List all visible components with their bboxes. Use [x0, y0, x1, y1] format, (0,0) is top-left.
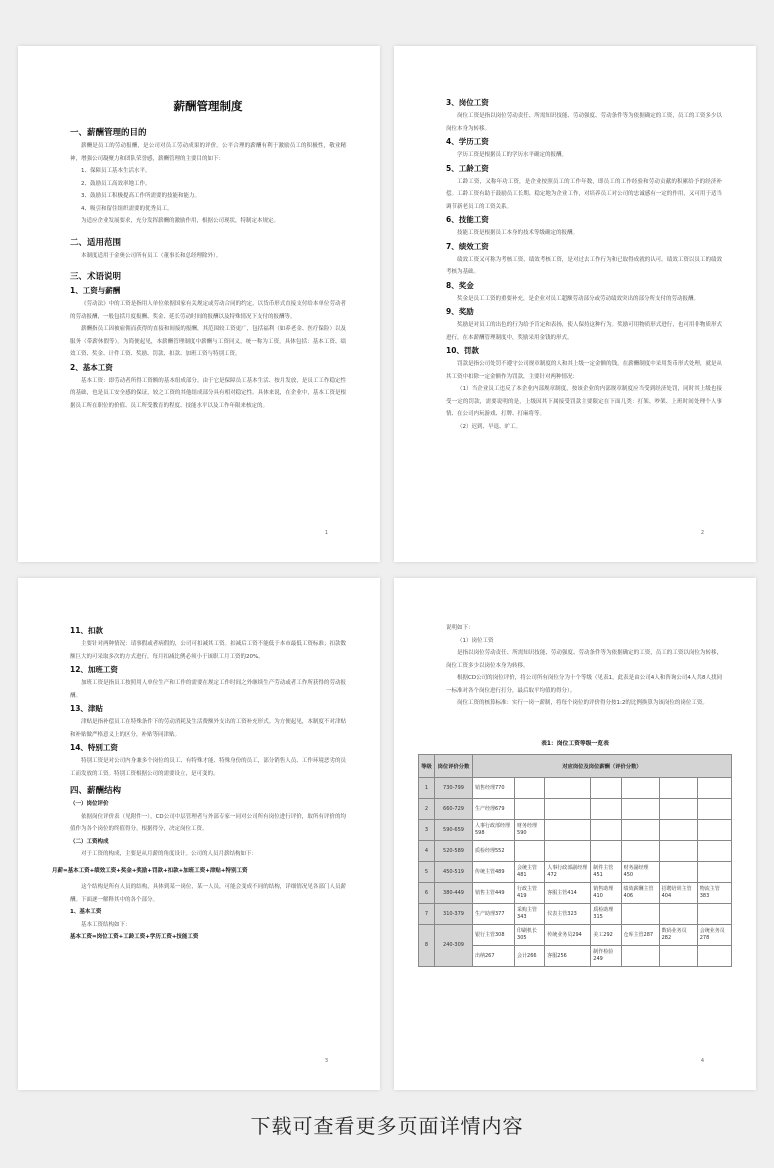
position-cell: 财务经理590 — [515, 820, 545, 841]
base-salary-formula: 基本工资=岗位工资+工龄工资+学历工资+技能工资 — [70, 934, 199, 940]
subsection-heading: 5、工龄工资 — [446, 163, 489, 173]
grade-level: 3 — [419, 820, 435, 841]
paragraph: 岗位工资是指以岗位劳动责任、所需知识技能、劳动强度、劳动条件等为依据确定的工资，员工的工资多少以岗位本身为转移。 — [446, 113, 722, 132]
position-cell: 传统业务员294 — [545, 925, 591, 946]
paragraph: 加班工资是指员工按照用人单位生产和工作的需要在规定工作时间之外继续生产劳动或者工作所获得的劳动报酬。 — [70, 680, 346, 699]
paragraph: 是指以岗位劳动责任、所需知识技能、劳动强度、劳动条件等为依据确定的工资，员工的工资以岗位为转移，岗位工资多少以岗位本身为转移。 — [446, 650, 722, 669]
position-cell — [515, 841, 545, 862]
list-item: 2、鼓励员工高效率地工作。 — [81, 180, 151, 187]
position-cell: 美工292 — [591, 925, 621, 946]
table-row — [419, 799, 732, 820]
grade-level: 7 — [419, 904, 435, 925]
score-range: 520-589 — [435, 841, 473, 862]
paragraph: 学历工资是根据员工的学历水平确定的报酬。 — [457, 152, 568, 158]
table-caption: 表1：岗位工资等级一览表 — [541, 741, 609, 747]
score-range: 590-659 — [435, 820, 473, 841]
position-cell — [659, 904, 697, 925]
table-row — [419, 925, 732, 946]
download-more-caption: 下载可查看更多页面详情内容 — [250, 1114, 524, 1138]
position-cell — [621, 904, 659, 925]
score-range: 730-799 — [435, 778, 473, 799]
position-cell: 招聘培训主管404 — [659, 883, 697, 904]
subsection-heading: 3、岗位工资 — [446, 98, 489, 107]
position-cell: 客服主管414 — [545, 883, 591, 904]
minor-heading: （1）岗位工资 — [457, 637, 494, 644]
position-cell — [697, 946, 731, 967]
paragraph: 奖励是对员工的出色的行为给予肯定和表扬，使人保持这种行为。奖励可用物质形式进行，也可用非物质形式进行，在本薪酬管理制度中，奖励采用金钱的形式。 — [446, 322, 722, 341]
position-cell — [545, 841, 591, 862]
position-cell — [621, 841, 659, 862]
section-heading: 二、适用范围 — [70, 237, 122, 248]
position-cell — [591, 841, 621, 862]
subsection-heading: 1、工资与薪酬 — [70, 286, 121, 295]
subsection-heading: 11、扣款 — [70, 626, 103, 635]
subsection-heading: 6、技能工资 — [446, 215, 489, 224]
section-heading: 四、薪酬结构 — [70, 786, 122, 796]
position-cell: 销售主管449 — [473, 883, 515, 904]
paragraph: 这个结构是所有人员的结构，具体到某一岗位，某一人员，可能会变成不同的结构，详细情况见各部门人员薪酬。下面逐一解释其中的各个部分。 — [70, 884, 346, 903]
position-cell — [621, 778, 659, 799]
subsection-heading: 13、津贴 — [70, 704, 103, 713]
position-cell — [591, 820, 621, 841]
subsection-heading: 2、基本工资 — [70, 362, 113, 372]
position-cell: 会统业务员278 — [697, 925, 731, 946]
grade-level: 1 — [419, 778, 435, 799]
page-number: 1 — [324, 530, 328, 536]
position-cell — [515, 799, 545, 820]
table-row — [419, 862, 732, 883]
document-title: 薪酬管理制度 — [173, 99, 243, 113]
position-cell: 仪表主管323 — [545, 904, 591, 925]
position-cell: 质检助理315 — [591, 904, 621, 925]
position-cell — [591, 799, 621, 820]
subsection-heading: 10、罚款 — [446, 346, 479, 355]
position-cell — [659, 841, 697, 862]
score-range: 450-519 — [435, 862, 473, 883]
grade-level: 4 — [419, 841, 435, 862]
position-cell — [659, 946, 697, 967]
table-row — [419, 883, 732, 904]
list-item: 3、鼓励员工积极提高工作所需要的技能和能力。 — [81, 193, 201, 199]
paragraph: 薪酬是员工的劳动报酬，是公司对员工劳动成果的评价。公平合理的薪酬有利于激励员工的积极性，敬业精神，增强公司凝聚力和团队荣誉感，薪酬管理的主要目的如下： — [70, 143, 346, 162]
position-cell: 物流主管383 — [697, 883, 731, 904]
position-cell — [621, 946, 659, 967]
subsection-heading: 14、特别工资 — [70, 743, 118, 752]
page-number: 3 — [324, 1058, 328, 1064]
column-header-score: 岗位评价分数 — [435, 755, 473, 778]
score-range: 380-449 — [435, 883, 473, 904]
document-page-1 — [18, 46, 380, 562]
position-cell: 财务副经理450 — [621, 862, 659, 883]
paragraph: 罚款是指公司处罚不遵守公司规章制度的人和其上级一定金额的钱，在薪酬制度中采用货币形式处理，就是从其工资中扣除一定金额作为罚款，主要针对两种情况： — [446, 361, 722, 380]
position-cell: 生产经理679 — [473, 799, 515, 820]
paragraph: 根据CD公司的岗位评价，将公司所有岗位分为十个等级（见表1，此表是由公司4人和咨询公司4人共8人找同一标准对各个岗位进行打分，最后取平均值的得分）。 — [446, 675, 722, 694]
position-cell — [545, 778, 591, 799]
paragraph: 薪酬指员工因被雇佣而获得的直接和间接的报酬，其范围较工资更广，包括福利（如养老金、医疗保险）以及服务（带薪休假等）。为简便起见，本薪酬管理制度中薪酬与工资同义，统一称为工资，具体包括：基本工资、绩效工资、奖金、计件工资、奖励、罚款、扣款、加班工资与特别工资。 — [70, 326, 346, 357]
score-range: 660-729 — [435, 799, 473, 820]
grade-level: 8 — [419, 925, 435, 967]
document-page-3 — [18, 578, 380, 1090]
position-cell — [697, 841, 731, 862]
paragraph: 奖金是员工工资的重要补充，是企业对员工超额劳动部分或劳动绩效突出的部分所支付的劳动报酬。 — [457, 295, 700, 302]
position-cell: 传统主管489 — [473, 862, 515, 883]
position-cell — [545, 820, 591, 841]
position-cell: 出纳267 — [473, 946, 515, 967]
salary-grade-table — [418, 754, 732, 967]
table-row — [419, 841, 732, 862]
position-cell: 行政主管419 — [515, 883, 545, 904]
grade-level: 5 — [419, 862, 435, 883]
paragraph: 为适应企业发展要求，充分发挥薪酬的激励作用，根据公司现状，特制定本规定。 — [81, 218, 280, 224]
minor-heading: （二）工资构成 — [70, 838, 109, 845]
paragraph: 对于工资的构成，主要是从月薪的角度设计。公司的人员月薪结构如下： — [81, 851, 258, 857]
list-item: 1、保障员工基本生活水平。 — [81, 168, 151, 174]
position-cell: 客服256 — [545, 946, 591, 967]
subsection-heading: 8、奖金 — [446, 280, 474, 290]
paragraph: 技能工资是根据员工本身的技术等级确定的报酬。 — [457, 230, 579, 236]
column-header-positions: 对应岗位及岗位薪酬（评价分数） — [473, 755, 732, 778]
position-cell: 数码业务员282 — [659, 925, 697, 946]
section-heading: 三、术语说明 — [70, 272, 122, 282]
position-cell — [697, 862, 731, 883]
subsection-heading: 4、学历工资 — [446, 137, 489, 146]
paragraph: 本制度适用于金奥公司所有员工（董事长和总经理除外）。 — [81, 252, 222, 259]
salary-formula: 月薪=基本工资+绩效工资+奖金+奖励+罚款+扣款+加班工资+津贴+特别工资 — [52, 867, 248, 874]
position-cell — [697, 799, 731, 820]
paragraph: 依据岗位评价表（见附件一），CD公司中层管理者与外部专家一同对公司所有岗位进行评价，取所有评价的均值作为各个岗位的终值得分。根据得分，决定岗位工资。 — [70, 813, 346, 832]
position-cell: 人事行政部副经理472 — [545, 862, 591, 883]
column-header-level: 等级 — [419, 755, 435, 778]
page-number: 2 — [700, 530, 704, 536]
position-cell — [659, 778, 697, 799]
page-number: 4 — [700, 1058, 704, 1064]
position-cell — [621, 799, 659, 820]
position-cell: 生产助理377 — [473, 904, 515, 925]
table-row — [419, 904, 732, 925]
list-item: 4、吸引和留住组织需要的优秀员工。 — [81, 205, 173, 212]
position-cell: 销售助理410 — [591, 883, 621, 904]
paragraph: 说明如下： — [446, 625, 474, 631]
position-cell: 人事行政部经理598 — [473, 820, 515, 841]
paragraph: 岗位工资的核算标准：实行一岗一薪制，将每个岗位的评价得分按1:2的比例换算为该岗位的岗位工资。 — [457, 700, 708, 706]
subsection-heading: 7、绩效工资 — [446, 241, 489, 251]
position-cell: 质检经理552 — [473, 841, 515, 862]
document-page-4 — [394, 578, 756, 1090]
paragraph: 《劳动法》中的工资是指用人单位依据国家有关规定或劳动合同的约定，以货币形式直接支付给本单位劳动者的劳动报酬，一般包括月度报酬、奖金、延长劳动时间的报酬以及特殊情况下支付的报酬等。 — [70, 301, 346, 320]
position-cell: 会统主管481 — [515, 862, 545, 883]
position-cell: 绩效薪酬主管406 — [621, 883, 659, 904]
subsection-heading: 12、加班工资 — [70, 665, 118, 674]
table-row — [419, 820, 732, 841]
paragraph: 特别工资是对公司内身兼多个岗位的员工、有特殊才能、特殊身份的员工，部分销售人员、工作环境恶劣的员工而发放的工资。特别工资根据公司的需要设立，是可变的。 — [70, 758, 346, 777]
paragraph: 津贴是指补偿员工在特殊条件下的劳动消耗及生活费额外支出的工资补充形式。为方便起见，本制度不对津贴和补贴做严格意义上的区分，补贴等同津贴。 — [70, 719, 346, 738]
position-cell — [697, 820, 731, 841]
grade-level: 2 — [419, 799, 435, 820]
position-cell — [545, 799, 591, 820]
section-heading: 一、薪酬管理的目的 — [70, 128, 147, 138]
score-range: 310-379 — [435, 904, 473, 925]
position-cell: 印刷机长305 — [515, 925, 545, 946]
position-cell — [621, 820, 659, 841]
subsection-heading: 9、奖励 — [446, 307, 474, 316]
minor-heading: （一）岗位评价 — [70, 801, 109, 807]
position-cell — [697, 904, 731, 925]
document-page-2 — [394, 46, 756, 562]
position-cell: 制件主管451 — [591, 862, 621, 883]
minor-heading: 1、基本工资 — [70, 909, 102, 915]
position-cell: 制作检验249 — [591, 946, 621, 967]
position-cell — [515, 778, 545, 799]
paragraph: 工龄工资，又称年功工资，是企业按照员工的工作年数，即员工的工作经验和劳动贡献的积累给予的经济补偿。工龄工资有助于鼓励员工长期、稳定地为企业工作，对培养员工对公司的忠诚感有一定的作用，又可用于适当调节新老员工的工资关系。 — [446, 178, 722, 210]
paragraph: 基本工资：即劳动者所得工资额的基本组成部分。由于它是保障员工基本生活、按月发放，是员工工作稳定性的基础，也是员工安全感的保证，较之工资的其他组成部分具有相对稳定性。具体来说，在企业中，基本工资是根据员工所在职位的价值、员工所受教育的程度、技能水平以及工作年限来核定的。 — [70, 377, 346, 409]
paragraph: 基本工资结构如下： — [81, 921, 131, 928]
position-cell: 仓库主管287 — [621, 925, 659, 946]
score-range: 240-309 — [435, 925, 473, 967]
position-cell — [659, 799, 697, 820]
table-row — [419, 778, 732, 799]
position-cell — [659, 862, 697, 883]
position-cell: 银行主管308 — [473, 925, 515, 946]
paragraph: （1）当企业员工违反了本企业内部规章制度，按该企业的内部规章制度应当受到经济处罚，同时其上级也接受一定的罚款，需要说明的是，上级因其下属接受罚款主要限定在下面几类：打架、吵架、上班时间处理个人事情、在公司内玩游戏、打牌、打麻将等。 — [446, 386, 722, 417]
position-cell: 销售经理770 — [473, 778, 515, 799]
position-cell — [591, 778, 621, 799]
paragraph: 绩效工资又可称为考核工资、绩效考核工资，是对过去工作行为和已取得成就的认可。绩效工资以员工的绩效考核为基础。 — [446, 256, 722, 275]
paragraph: （2）迟到、早退、旷工。 — [457, 423, 522, 430]
paragraph: 主要针对两种情况：请事假或者病假的，公司可扣减其工资。扣减后工资不能低于本市最低工资标准；扣款数额巨大的可采取多次的方式进行，每月扣减比例必须小于该职工月工资的20%。 — [70, 641, 346, 660]
position-cell: 采购主管343 — [515, 904, 545, 925]
position-cell — [659, 820, 697, 841]
grade-level: 6 — [419, 883, 435, 904]
position-cell — [697, 778, 731, 799]
position-cell: 会计266 — [515, 946, 545, 967]
